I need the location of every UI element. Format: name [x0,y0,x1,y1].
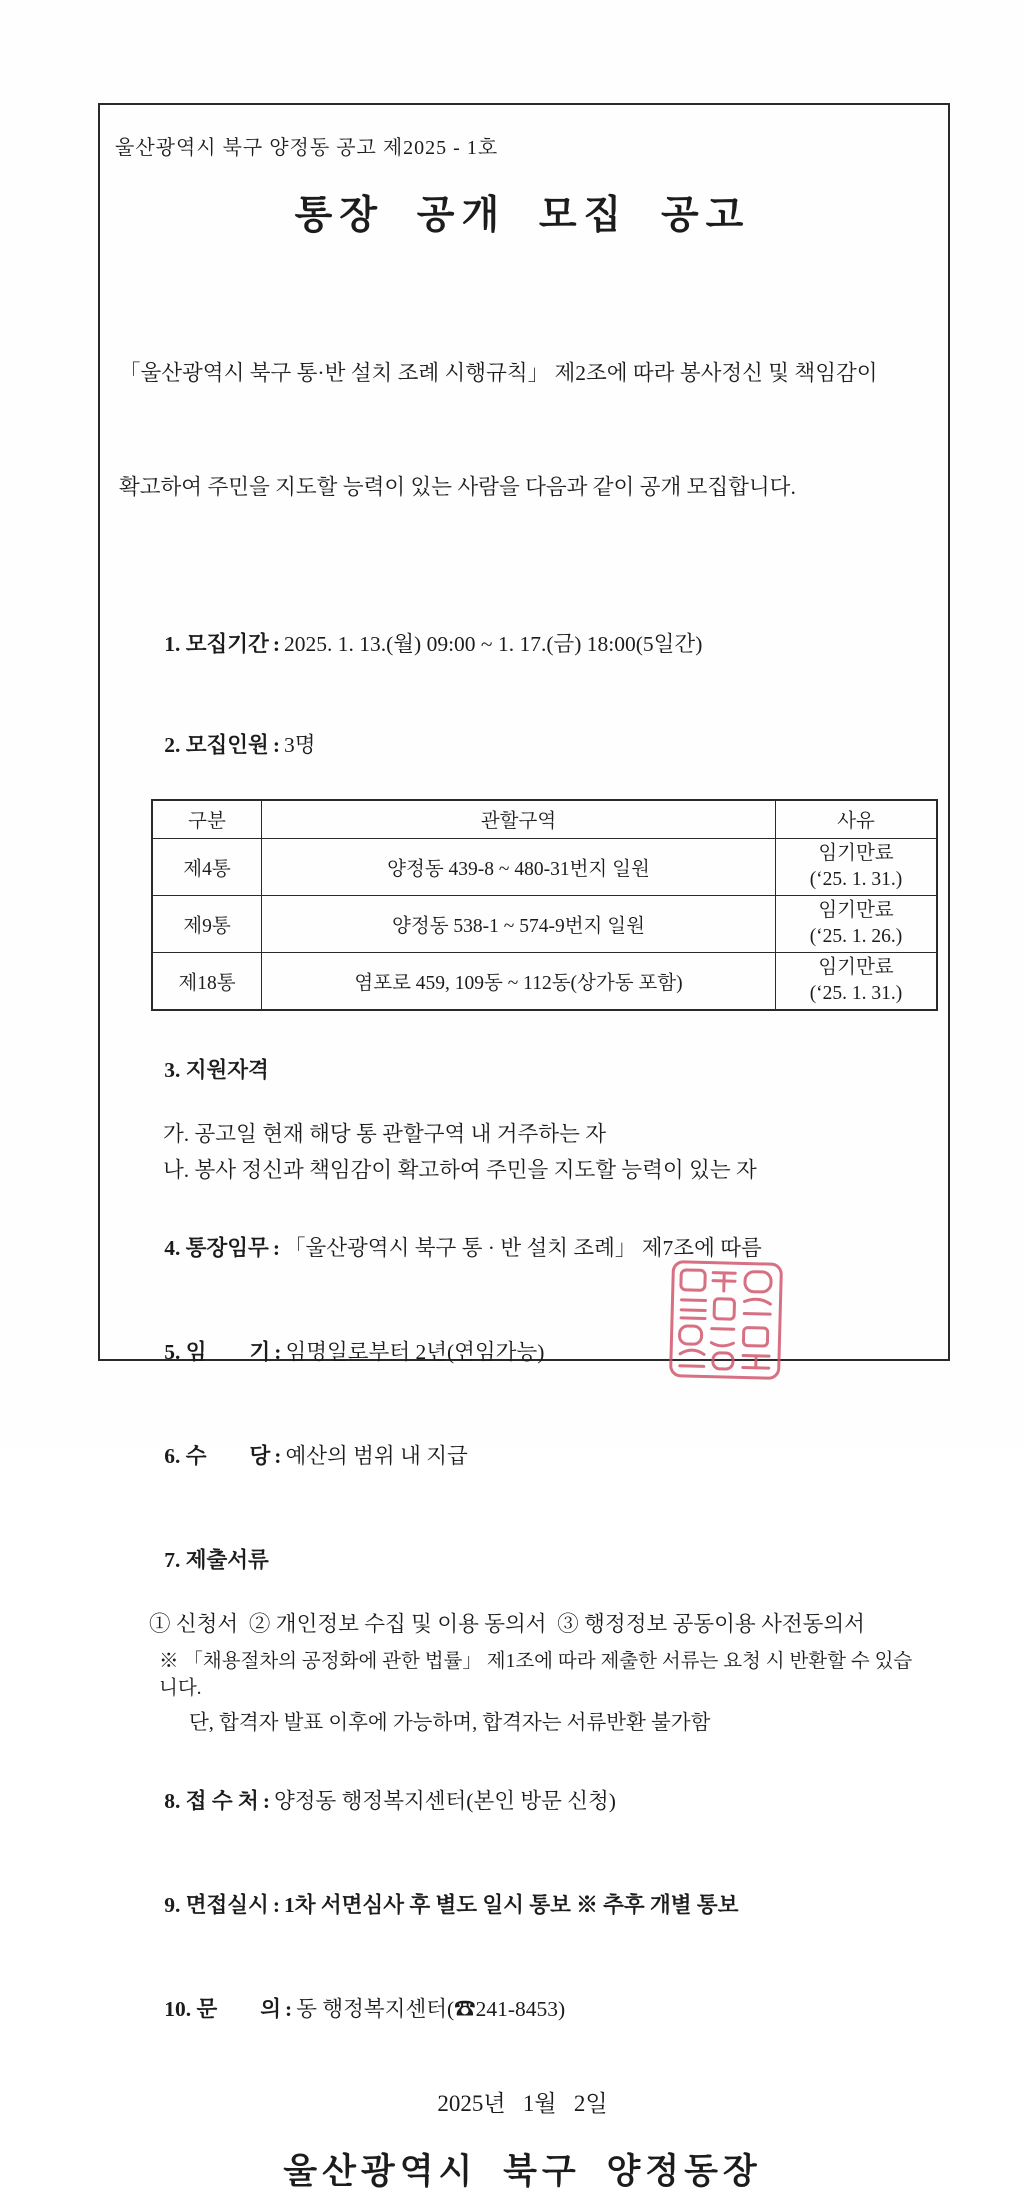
intro-line-1: 「울산광역시 북구 통·반 설치 조례 시행규칙」 제2조에 따라 봉사정신 및 책임감이 [119,361,878,385]
item-label: 10. 문 의 [164,1996,282,2021]
item-separator: : [285,1996,293,2021]
item-label: 4. 통장임무 [164,1235,269,1260]
signature-line: 울산광역시 북구 양정동장 [283,2151,762,2191]
cell-area: 양정동 439-8 ~ 480-31번지 일원 [262,838,776,895]
item-value: 예산의 범위 내 지급 [285,1443,468,1468]
reason-line-1: 임기만료 [818,842,894,864]
item-label: 8. 접 수 처 [164,1788,259,1813]
reason-line-1: 임기만료 [818,899,894,921]
table-header-division: 구분 [152,800,262,838]
cell-area: 양정동 538-1 ~ 574-9번지 일원 [262,895,776,952]
qualification-sub-2: 나. 봉사 정신과 책임감이 확고하여 주민을 지도할 능력이 있는 자 [163,1157,757,1182]
item-value: 「울산광역시 북구 통 · 반 설치 조례」 제7조에 따름 [284,1235,762,1260]
intro-paragraph [119,278,930,582]
cell-reason [776,838,938,895]
item-separator: : [272,1892,280,1917]
item-separator: : [272,733,280,757]
cell-reason [776,952,938,1010]
documents-note: ※ 「채용절차의 공정화에 관한 법률」 제1조에 따라 제출한 서류는 요청 시 반환할 수 있습니다. [159,1650,913,1699]
item-value: 2025. 1. 13.(월) 09:00 ~ 1. 17.(금) 18:00(5일간) [284,632,703,656]
item-value: 동 행정복지센터(☎241-8453) [296,1996,566,2021]
item-label: 9. 면접실시 [164,1892,269,1917]
reason-line-2: (‘25. 1. 26.) [809,925,903,947]
item-label: 6. 수 당 [164,1443,271,1468]
item-duty [132,1206,930,1290]
item-label: 2. 모집인원 [164,733,269,757]
item-label: 7. 제출서류 [164,1547,269,1572]
item-label: 1. 모집기간 [164,632,269,656]
item-separator: : [272,1235,280,1260]
documents-sub-1: ① 신청서 ② 개인정보 수집 및 이용 동의서 ③ 행정정보 공동이용 사전동의서 [149,1611,865,1636]
table-row [152,895,937,952]
item-interview [132,1863,930,1947]
qualification-sub-1: 가. 공고일 현재 해당 통 관할구역 내 거주하는 자 [163,1121,606,1146]
item-value: 1차 서면심사 후 별도 일시 통보 ※ 추후 개별 통보 [284,1892,739,1917]
item-label: 3. 지원자격 [164,1057,269,1082]
item-qualification [132,1028,930,1112]
doc-number: 울산광역시 북구 양정동 공고 제2025 - 1호 [115,137,499,159]
intro-line-2: 확고하여 주민을 지도할 능력이 있는 사람을 다음과 같이 공개 모집합니다. [119,475,796,499]
item-value: 양정동 행정복지센터(본인 방문 신청) [273,1788,616,1813]
item-separator: : [272,632,280,656]
announcement-date: 2025년 1월 2일 [437,2090,608,2116]
item-separator: : [274,1339,282,1364]
item-value: 3명 [284,733,316,757]
table-header-row [152,800,937,838]
table-header-reason: 사유 [776,800,938,838]
item-recruit-count [132,703,930,787]
item-documents [132,1518,930,1602]
item-value: 임명일로부터 2년(연임가능) [285,1339,545,1364]
reason-line-2: (‘25. 1. 31.) [809,868,903,890]
item-term [132,1310,930,1394]
item-separator: : [262,1788,270,1813]
reason-line-1: 임기만료 [818,956,894,978]
cell-division: 제9통 [152,895,262,952]
cell-division: 제18통 [152,952,262,1010]
item-reception [132,1759,930,1843]
documents-note-2: 단, 합격자 발표 이후에 가능하며, 합격자는 서류반환 불가함 [189,1711,711,1734]
item-label: 5. 임 기 [164,1339,271,1364]
document-border-frame [98,103,950,2191]
table-row [152,952,937,1010]
item-separator: : [274,1443,282,1468]
cell-division: 제4통 [152,838,262,895]
item-inquiry [132,1967,930,2051]
item-recruit-period [132,602,930,686]
item-allowance [132,1414,930,1498]
table-header-area: 관할구역 [262,800,776,838]
reason-line-2: (‘25. 1. 31.) [809,982,903,1004]
cell-reason [776,895,938,952]
page-title: 통장 공개 모집 공고 [294,194,751,237]
cell-area: 염포로 459, 109동 ~ 112동(상가동 포함) [262,952,776,1010]
recruit-table [151,799,938,1011]
table-row [152,838,937,895]
